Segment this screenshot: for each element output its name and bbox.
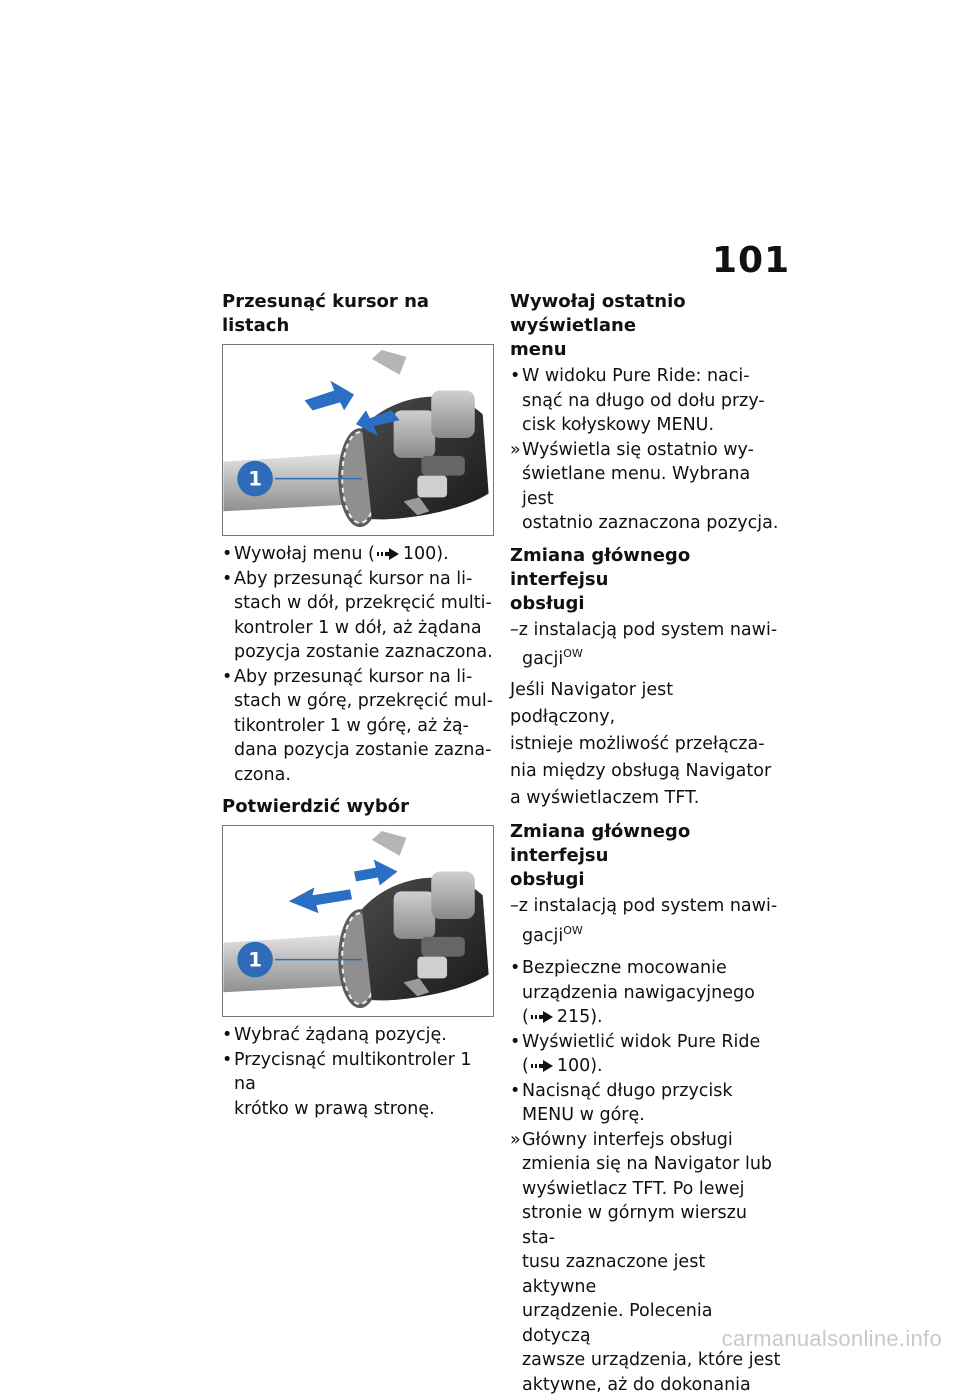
result-item: » Wyświetla się ostatnio wy- świetlane menu. Wybrana jest ostatnio zaznaczona pozycja. — [510, 439, 779, 533]
page-reference-icon — [531, 1011, 553, 1023]
list-item: • Bezpieczne mocowanie urządzenia nawigacyjnego ( 215). — [510, 958, 755, 1028]
list-item: • W widoku Pure Ride: naci- snąć na długo od dołu przy- cisk kołyskowy MENU. — [510, 366, 765, 435]
list-item: • Aby przesunąć kursor na li- stach w dół, przekręcić multi- kontroler 1 w dół, aż żądana pozycja zostanie zaznaczona. — [222, 568, 493, 662]
result-item: » Główny interfejs obsługi zmienia się na Navigator lub wyświetlacz TFT. Po lewej stronie w górnym wierszu sta- tusu zaznaczone jest aktywne urządzenie. Polecenia dotyczą zawsze urządzenia, które jest aktywne, aż do dokonania — [510, 1129, 781, 1395]
handlebar-illustration — [223, 826, 493, 1016]
right-column — [510, 290, 782, 1397]
figure-callout: 1 — [248, 948, 262, 972]
watermark: carmanualsonline.info — [721, 1326, 942, 1351]
multicontroller-scroll-figure — [222, 344, 494, 536]
figure-callout: 1 — [248, 467, 262, 491]
section-heading: Wywołaj ostatnio wyświetlane menu — [510, 291, 686, 360]
section-heading: Przesunąć kursor na listach — [222, 291, 430, 336]
equipment-requirement: –z instalacją pod system nawi- gacji$^{OW}$ — [510, 619, 778, 669]
list-item: • Przycisnąć multikontroler 1 na krótko w prawą stronę. — [222, 1049, 472, 1119]
section-heading: Potwierdzić wybór — [222, 796, 410, 817]
list-item: • Wyświetlić widok Pure Ride ( 100). — [510, 1031, 761, 1077]
left-column — [222, 290, 497, 1121]
page-reference-icon — [377, 548, 399, 560]
list-item: • Aby przesunąć kursor na li- stach w górę, przekręcić mul- tikontroler 1 w górę, aż żą- dana pozycja zostanie zazna- czona. — [222, 666, 494, 785]
section-heading: Zmiana głównego interfejsu obsługi — [510, 821, 691, 891]
handlebar-illustration — [223, 345, 493, 535]
equipment-requirement: –z instalacją pod system nawi- gacji$^{OW}$ — [510, 896, 778, 946]
list-item: • Nacisnąć długo przycisk MENU w górę. — [510, 1080, 733, 1126]
list-item: • Wywołaj menu ( 100). — [222, 544, 449, 564]
list-item: • Wybrać żądaną pozycję. — [222, 1025, 447, 1045]
section-heading: Zmiana głównego interfejsu obsługi — [510, 544, 691, 614]
page-reference-icon — [531, 1060, 553, 1072]
page-number: 101 — [712, 240, 791, 281]
body-paragraph: Jeśli Navigator jest podłączony, istnieje możliwość przełącza- nia między obsługą Navigator a wyświetlaczem TFT. — [510, 680, 772, 809]
multicontroller-press-figure — [222, 825, 494, 1017]
